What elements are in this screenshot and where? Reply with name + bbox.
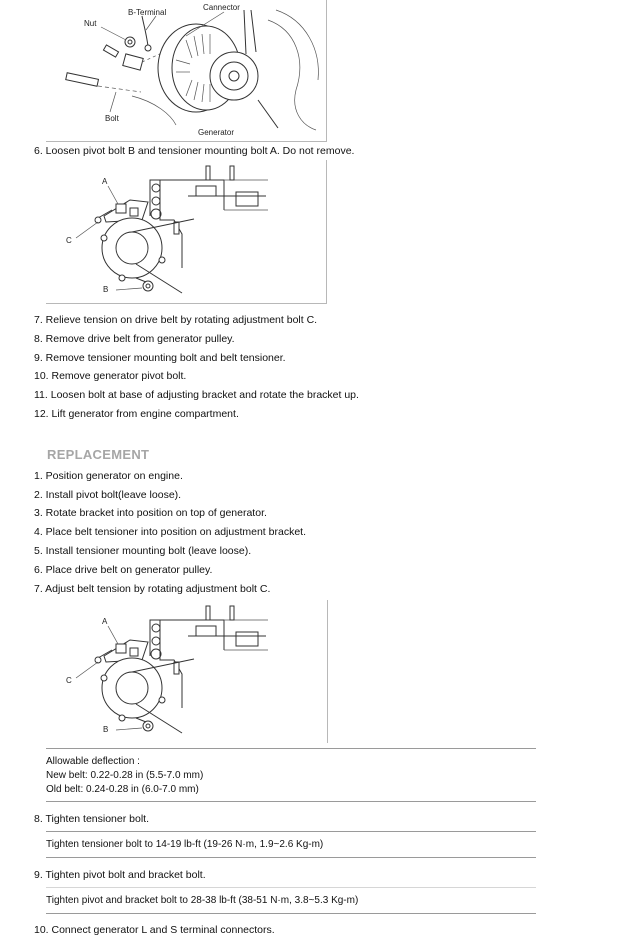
label-bolt-b: B: [103, 285, 109, 294]
torque-note-divider-bottom: [46, 857, 536, 858]
replacement-step-10: 10. Connect generator L and S terminal connectors.: [34, 924, 275, 936]
tensioner-torque-spec: Tighten tensioner bolt to 14-19 lb-ft (19-26 N·m, 1.9~2.6 Kg-m): [46, 839, 324, 850]
removal-step-8: 8. Remove drive belt from generator pulley.: [34, 333, 235, 345]
label-bolt-b: B: [103, 725, 109, 734]
removal-step-9: 9. Remove tensioner mounting bolt and belt tensioner.: [34, 352, 286, 364]
label-nut: Nut: [84, 19, 97, 28]
label-bolt-c: C: [66, 676, 72, 685]
label-b-terminal: B-Terminal: [128, 8, 167, 17]
replacement-step-5: 5. Install tensioner mounting bolt (leave loose).: [34, 545, 252, 557]
deflection-new-belt: New belt: 0.22-0.28 in (5.5-7.0 mm): [46, 770, 204, 781]
removal-step-12: 12. Lift generator from engine compartment.: [34, 408, 239, 420]
removal-step-11: 11. Loosen bolt at base of adjusting bracket and rotate the bracket up.: [34, 389, 359, 401]
replacement-step-4: 4. Place belt tensioner into position on adjustment bracket.: [34, 526, 306, 538]
torque-note2-divider-bottom: [46, 913, 536, 914]
tensioner-adjust-illustration: [46, 600, 326, 743]
replacement-step-8: 8. Tighten tensioner bolt.: [34, 813, 149, 825]
removal-step-10: 10. Remove generator pivot bolt.: [34, 370, 187, 382]
label-bolt-a: A: [102, 177, 108, 186]
label-bolt-c: C: [66, 236, 72, 245]
label-bolt-a: A: [102, 617, 108, 626]
generator-diagram: [46, 0, 327, 142]
pivot-bracket-torque-spec: Tighten pivot and bracket bolt to 28-38 lb-ft (38-51 N·m, 3.8~5.3 Kg-m): [46, 895, 359, 906]
deflection-old-belt: Old belt: 0.24-0.28 in (6.0-7.0 mm): [46, 784, 199, 795]
torque-note2-divider-top: [46, 887, 536, 888]
label-connector: Cannector: [203, 3, 240, 12]
deflection-heading: Allowable deflection :: [46, 756, 140, 767]
replacement-step-3: 3. Rotate bracket into position on top of generator.: [34, 507, 267, 519]
tensioner-adjust-diagram: [46, 600, 328, 743]
replacement-heading: REPLACEMENT: [47, 447, 150, 462]
tensioner-illustration: [46, 160, 326, 303]
replacement-step-1: 1. Position generator on engine.: [34, 470, 183, 482]
replacement-step-6: 6. Place drive belt on generator pulley.: [34, 564, 213, 576]
note-divider-top: [46, 748, 536, 749]
removal-step-6: 6. Loosen pivot bolt B and tensioner mounting bolt A. Do not remove.: [34, 145, 355, 157]
tensioner-diagram: [46, 160, 327, 304]
replacement-step-2: 2. Install pivot bolt(leave loose).: [34, 489, 182, 501]
replacement-step-7: 7. Adjust belt tension by rotating adjustment bolt C.: [34, 583, 271, 595]
replacement-step-9: 9. Tighten pivot bolt and bracket bolt.: [34, 869, 206, 881]
torque-note-divider-top: [46, 831, 536, 832]
removal-step-7: 7. Relieve tension on drive belt by rotating adjustment bolt C.: [34, 314, 318, 326]
note-divider-bottom: [46, 801, 536, 802]
label-generator: Generator: [198, 128, 235, 137]
label-bolt: Bolt: [105, 114, 119, 123]
